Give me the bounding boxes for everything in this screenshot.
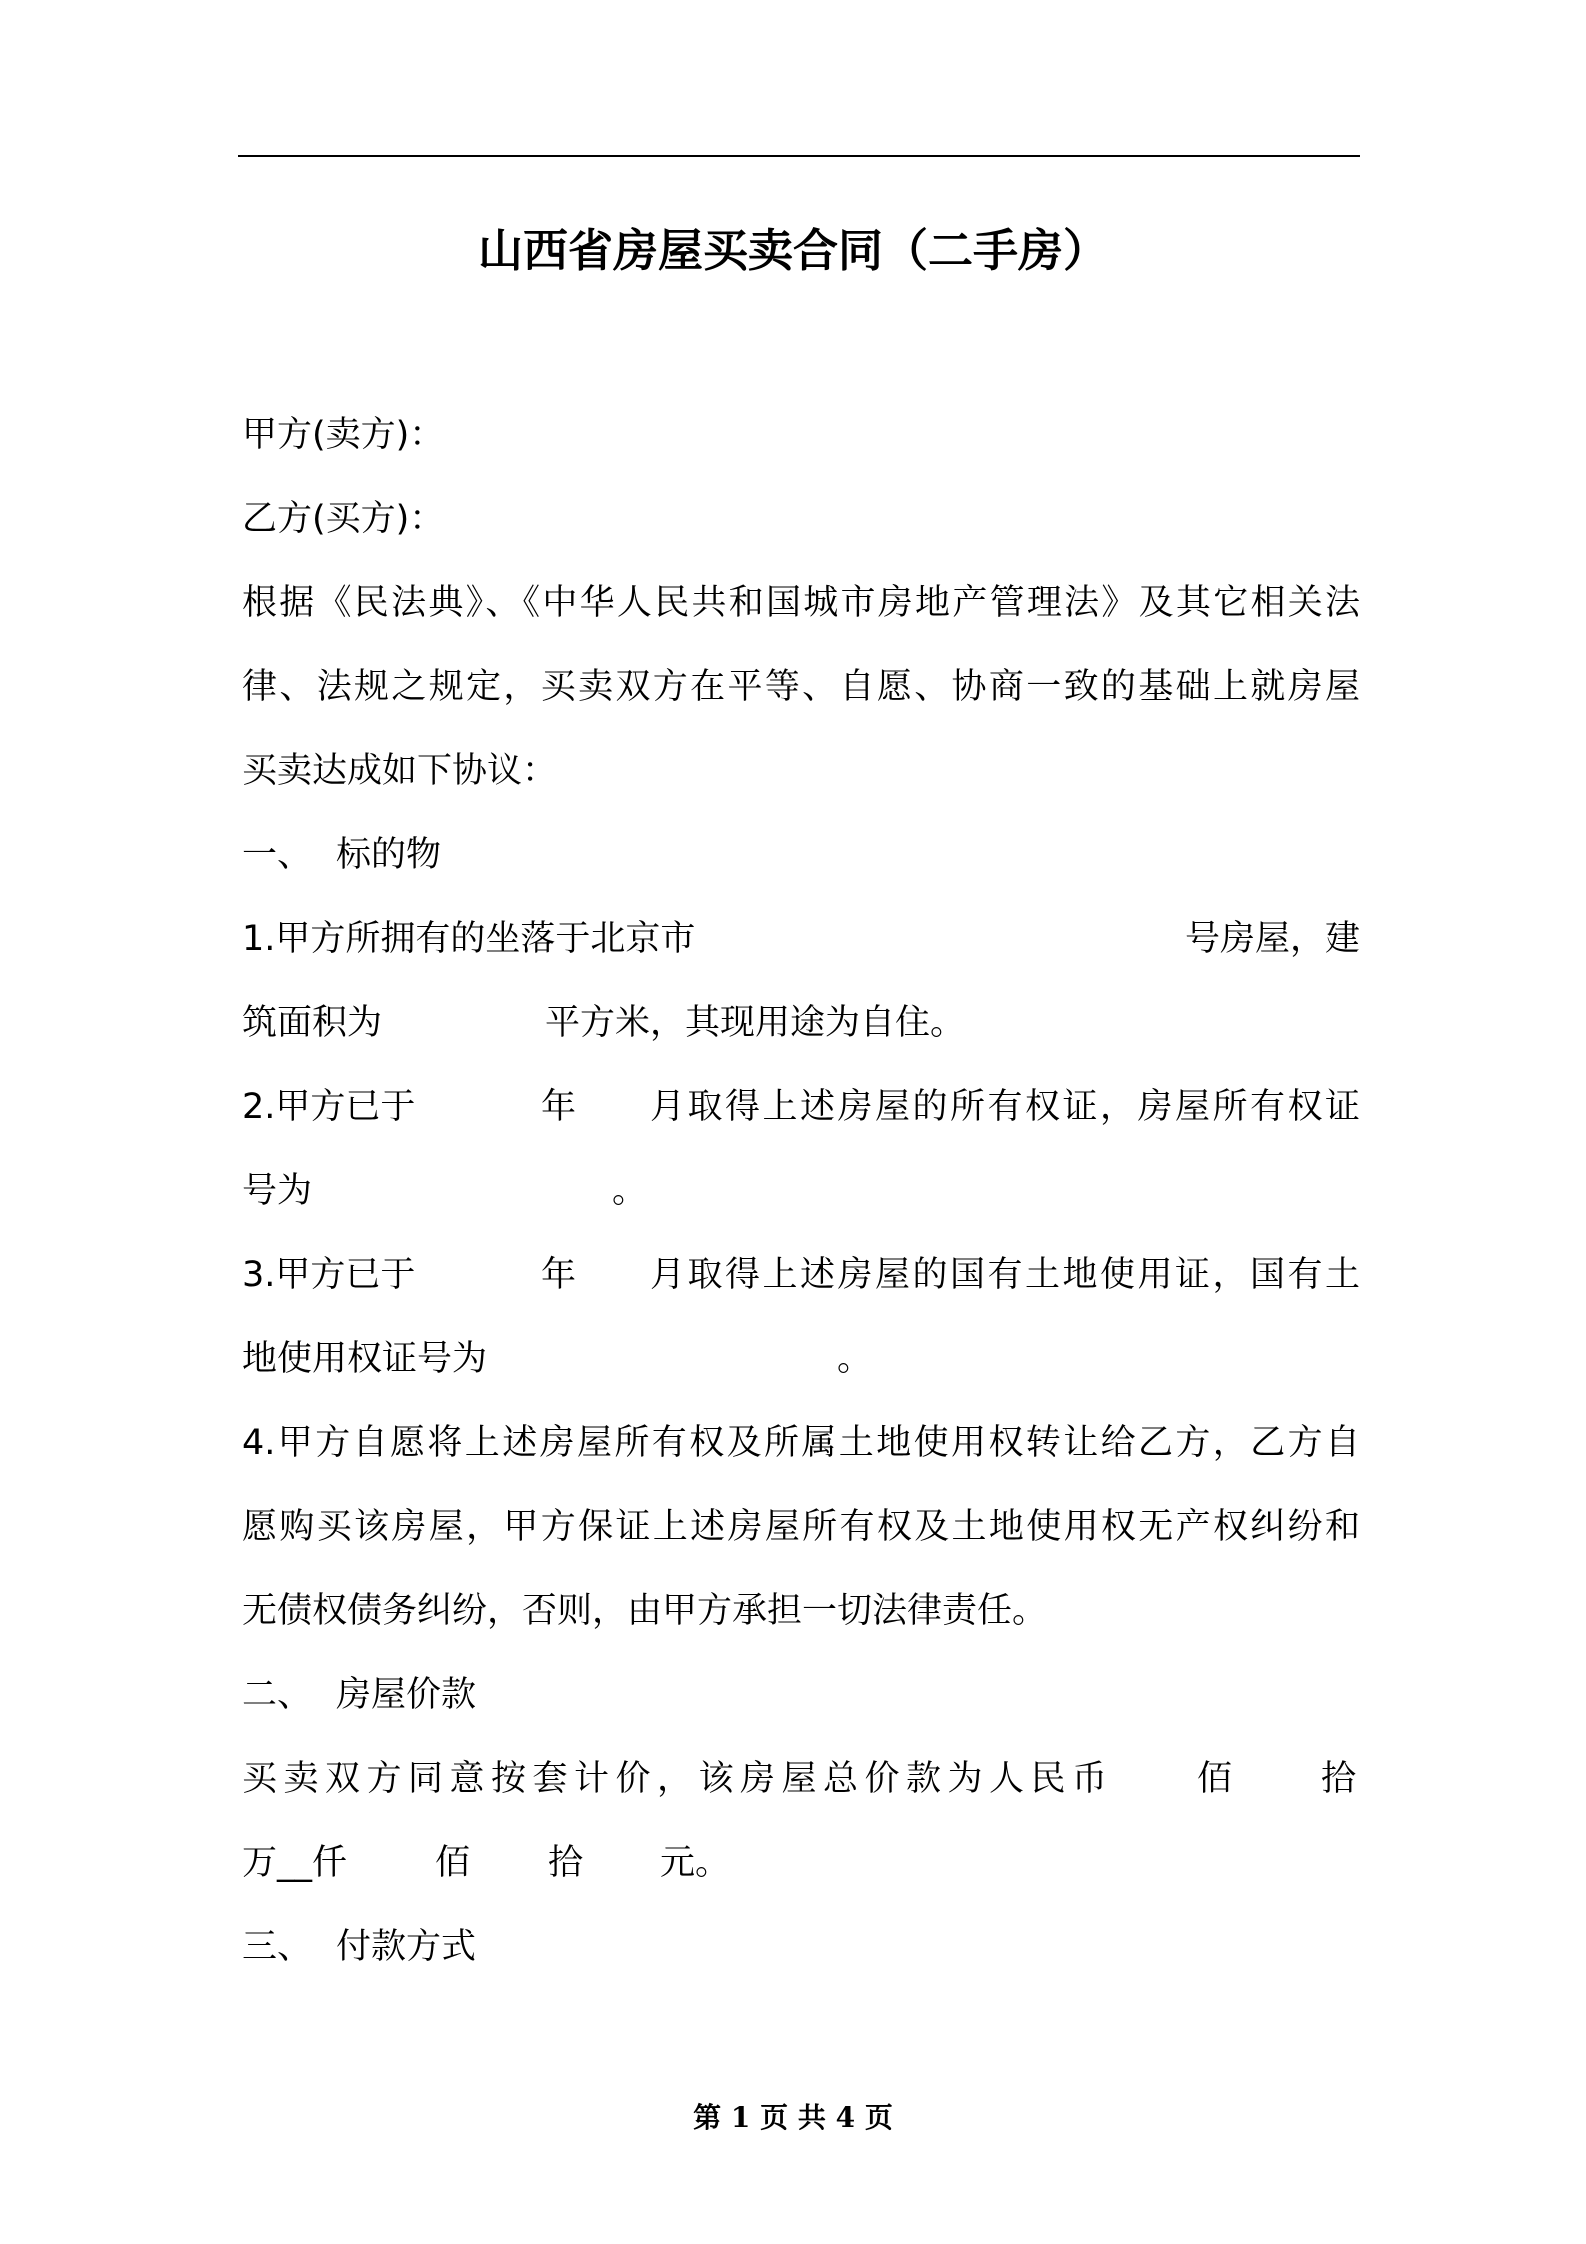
section-heading: 房屋价款 <box>336 1675 477 1715</box>
clause-text: 号为 <box>242 1171 313 1211</box>
price-text: 买卖双方同意按套计价，该房屋总价款为人民币 <box>242 1759 1107 1799</box>
clause-text: 月取得上述房屋的所有权证，房屋所有权证 <box>650 1087 1360 1127</box>
price-unit: 佰 <box>435 1843 471 1883</box>
section-1-heading-row <box>242 813 1360 897</box>
document-title: 山西省房屋买卖合同（二手房） <box>477 224 1108 277</box>
year-label: 年 <box>541 1255 577 1295</box>
section-heading: 标的物 <box>336 835 442 875</box>
section-number: 一、 <box>242 835 313 875</box>
page-number-footer: 第 1 页 共 4 页 <box>693 2101 893 2134</box>
buyer-party-line: 乙方(买方)： <box>242 499 445 539</box>
section-2-heading-row <box>242 1653 1360 1737</box>
clause-text: 号房屋，建 <box>1184 919 1360 959</box>
clause-1-line-1 <box>242 897 1360 981</box>
clause-text: 月取得上述房屋的国有土地使用证，国有土 <box>650 1255 1360 1295</box>
period-mark: 。 <box>837 1339 873 1379</box>
preamble-line: 买卖达成如下协议： <box>242 751 558 791</box>
clause-text: 平方米，其现用途为自住。 <box>545 1003 966 1043</box>
clause-1-line-2 <box>242 981 1360 1065</box>
section-number: 三、 <box>242 1927 313 1967</box>
clause-text: 2.甲方已于 <box>242 1087 416 1127</box>
price-unit: 佰 <box>1197 1759 1233 1799</box>
year-label: 年 <box>541 1087 577 1127</box>
price-unit: 元。 <box>660 1843 731 1883</box>
clause-text: 地使用权证号为 <box>242 1339 488 1379</box>
period-mark: 。 <box>612 1171 648 1211</box>
price-line-2 <box>242 1821 1360 1905</box>
clause-text: 1.甲方所拥有的坐落于北京市 <box>242 919 696 959</box>
header-rule <box>238 155 1360 157</box>
clause-text: 筑面积为 <box>242 1003 383 1043</box>
price-unit: 万__仟 <box>242 1843 348 1883</box>
price-unit: 拾 <box>1321 1759 1357 1799</box>
clause-4-line: 无债权债务纠纷，否则，由甲方承担一切法律责任。 <box>242 1591 1048 1631</box>
price-unit: 拾 <box>548 1843 584 1883</box>
seller-party-line: 甲方(卖方)： <box>242 415 445 455</box>
preamble-line: 律、法规之规定，买卖双方在平等、自愿、协商一致的基础上就房屋 <box>242 667 1360 707</box>
section-number: 二、 <box>242 1675 313 1715</box>
preamble-line: 根据《民法典》、《中华人民共和国城市房地产管理法》及其它相关法 <box>242 583 1360 623</box>
clause-4-line: 愿购买该房屋，甲方保证上述房屋所有权及土地使用权无产权纠纷和 <box>242 1507 1360 1547</box>
clause-3-line-2 <box>242 1317 1360 1401</box>
clause-3-line-1 <box>242 1233 1360 1317</box>
section-3-heading-row <box>242 1905 1360 1989</box>
clause-2-line-1 <box>242 1065 1360 1149</box>
section-heading: 付款方式 <box>336 1927 477 1967</box>
clause-text: 3.甲方已于 <box>242 1255 416 1295</box>
price-line-1 <box>242 1737 1360 1821</box>
clause-2-line-2 <box>242 1149 1360 1233</box>
clause-4-line: 4.甲方自愿将上述房屋所有权及所属土地使用权转让给乙方，乙方自 <box>242 1423 1360 1463</box>
